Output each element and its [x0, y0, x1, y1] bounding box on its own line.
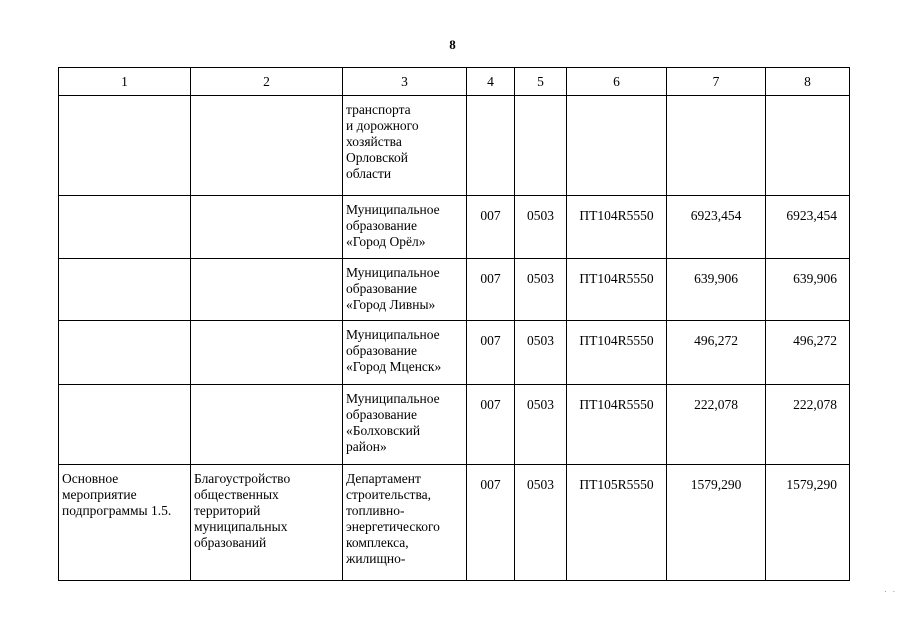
table-row — [59, 196, 850, 259]
table-cell: 639,906 — [667, 259, 766, 321]
table-cell: 1579,290 — [667, 465, 766, 581]
table-cell: 007 — [467, 259, 515, 321]
table-cell: 222,078 — [766, 385, 850, 465]
table-cell — [59, 196, 191, 259]
table-row — [59, 385, 850, 465]
column-header: 6 — [567, 68, 667, 96]
table-cell: 639,906 — [766, 259, 850, 321]
table-cell: Муниципальное образование «Болховский район» — [343, 385, 467, 465]
table-cell — [59, 96, 191, 196]
table-cell — [667, 96, 766, 196]
column-header: 2 — [191, 68, 343, 96]
table-cell — [59, 385, 191, 465]
table-cell: 007 — [467, 465, 515, 581]
table-cell: ПТ104R5550 — [567, 385, 667, 465]
table-cell — [59, 259, 191, 321]
table-cell: Благоустройство общественных территорий муниципальных образований — [191, 465, 343, 581]
table-cell: 0503 — [515, 465, 567, 581]
table-cell — [567, 96, 667, 196]
table-cell: ПТ104R5550 — [567, 259, 667, 321]
column-header: 7 — [667, 68, 766, 96]
table-cell: Муниципальное образование «Город Орёл» — [343, 196, 467, 259]
table-header-row — [59, 68, 850, 96]
table-cell: 0503 — [515, 196, 567, 259]
table-cell — [766, 96, 850, 196]
table-cell: 496,272 — [667, 321, 766, 385]
budget-table — [58, 67, 850, 581]
table-cell: Основное мероприятие подпрограммы 1.5. — [59, 465, 191, 581]
table-cell: 007 — [467, 196, 515, 259]
table-cell: Муниципальное образование «Город Мценск» — [343, 321, 467, 385]
column-header: 4 — [467, 68, 515, 96]
table-cell — [191, 259, 343, 321]
table-cell: 6923,454 — [667, 196, 766, 259]
table-cell: 496,272 — [766, 321, 850, 385]
table-cell — [191, 96, 343, 196]
table-cell — [515, 96, 567, 196]
table-row — [59, 259, 850, 321]
table-cell: 0503 — [515, 259, 567, 321]
table-cell: Муниципальное образование «Город Ливны» — [343, 259, 467, 321]
column-header: 3 — [343, 68, 467, 96]
table-row — [59, 96, 850, 196]
column-header: 1 — [59, 68, 191, 96]
table-cell: 007 — [467, 321, 515, 385]
table-row — [59, 321, 850, 385]
table-cell: транспорта и дорожного хозяйства Орловской области — [343, 96, 467, 196]
column-header: 5 — [515, 68, 567, 96]
table-cell — [59, 321, 191, 385]
scan-speck-mark: . . — [884, 584, 897, 594]
table-cell: 6923,454 — [766, 196, 850, 259]
page-number: 8 — [449, 37, 456, 52]
table-cell — [467, 96, 515, 196]
table-cell: 007 — [467, 385, 515, 465]
table-cell: 0503 — [515, 385, 567, 465]
table-cell — [191, 321, 343, 385]
table-row — [59, 465, 850, 581]
table-cell: 222,078 — [667, 385, 766, 465]
table-cell: ПТ105R5550 — [567, 465, 667, 581]
table-cell — [191, 385, 343, 465]
table-cell: Департамент строительства, топливно- энергетического комплекса, жилищно- — [343, 465, 467, 581]
column-header: 8 — [766, 68, 850, 96]
table-cell — [191, 196, 343, 259]
table-cell: 1579,290 — [766, 465, 850, 581]
table-cell: ПТ104R5550 — [567, 196, 667, 259]
table-cell: 0503 — [515, 321, 567, 385]
table-cell: ПТ104R5550 — [567, 321, 667, 385]
